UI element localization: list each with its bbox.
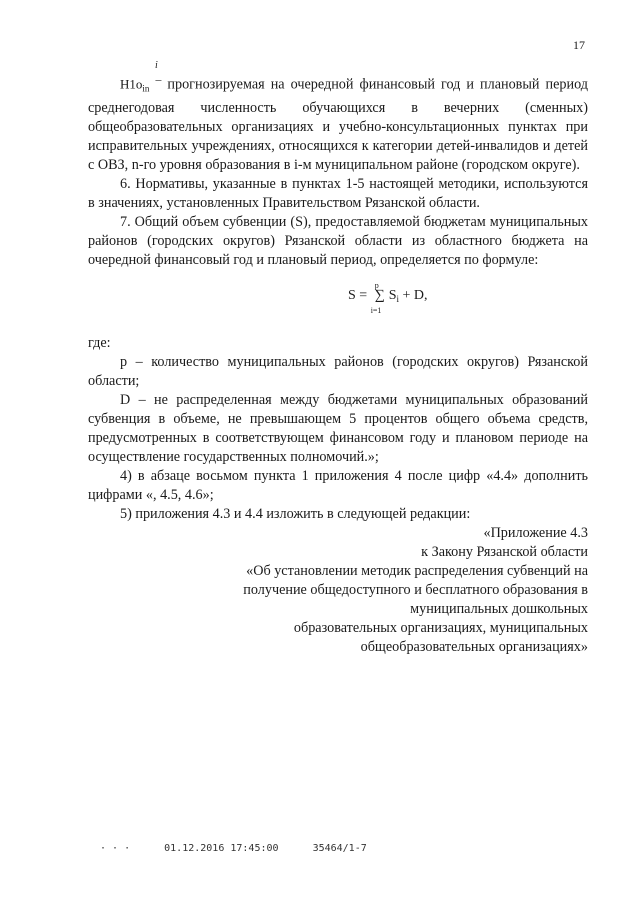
where-label: где: xyxy=(88,334,111,351)
sigma-upper: p xyxy=(374,280,379,290)
footer-doc-id: 35464/1-7 xyxy=(312,843,367,854)
formula-term: S xyxy=(388,287,397,303)
paragraph-intro xyxy=(88,70,588,175)
paragraph-6: 6. Нормативы, указанные в пунктах 1-5 настоящей методики, используются в значениях, установленных Правительством Рязанской области. xyxy=(88,175,588,211)
variable-sup: – xyxy=(155,72,162,86)
document-body xyxy=(88,70,588,657)
sigma: ∑ xyxy=(374,287,385,303)
item-4: 4) в абзаце восьмом пункта 1 приложения 4 после цифр «4.4» дополнить цифрами «, 4.5, 4.6»; xyxy=(88,467,588,503)
formula xyxy=(88,280,588,318)
sigma-symbol xyxy=(370,280,389,315)
formula-right: + D, xyxy=(402,287,428,303)
appendix-heading xyxy=(88,524,588,657)
paragraph-7: 7. Общий объем субвенции (S), предоставляемой бюджетам муниципальных районов (городских округов) Рязанской области из областного бюджета на очередной финансовый год и плановый период, определяется по формуле: xyxy=(88,213,588,268)
appendix-line-7: общеобразовательных организациях» xyxy=(360,638,588,655)
page-number: 17 xyxy=(573,38,585,52)
footer-marks: · · · xyxy=(100,843,131,854)
appendix-line-2: к Закону Рязанской области xyxy=(421,543,588,560)
appendix-line-5: муниципальных дошкольных xyxy=(410,600,588,617)
definition-d: D – не распределенная между бюджетами муниципальных образований субвенция в объеме, не превышающем 5 процентов общего объема средств, предусмотренных в соответствующем финансовом году и плановом периоде на осуществление государственных полномочий.»; xyxy=(88,391,588,465)
item-5: 5) приложения 4.3 и 4.4 изложить в следующей редакции: xyxy=(120,505,471,522)
formula-term-sub: i xyxy=(396,293,399,304)
appendix-line-3: «Об установлении методик распределения субвенций на xyxy=(246,562,588,579)
top-mark: i xyxy=(155,60,158,71)
footer-datetime: 01.12.2016 17:45:00 xyxy=(164,843,279,854)
footer xyxy=(100,843,395,854)
formula-left: S = xyxy=(348,287,368,303)
appendix-line-6: образовательных организациях, муниципальных xyxy=(293,619,588,636)
intro-text: прогнозируемая на очередной финансовый год и плановый период среднегодовая численность обучающихся в вечерних (сменных) общеобразовательных организациях и учебно-консультационных пунктах при исправительных учреждениях, относящихся к категории детей-инвалидов и детей с ОВЗ, n-го уровня образования в i-м муниципальном районе (городском округе). xyxy=(88,76,589,173)
variable-symbol: H1o xyxy=(120,76,143,92)
appendix-line-4: получение общедоступного и бесплатного образования в xyxy=(243,581,588,598)
appendix-line-1: «Приложение 4.3 xyxy=(483,524,588,541)
variable-subscript: in xyxy=(142,83,150,94)
definition-p: p – количество муниципальных районов (городских округов) Рязанской области; xyxy=(88,353,588,389)
sigma-lower: i=1 xyxy=(370,305,382,315)
